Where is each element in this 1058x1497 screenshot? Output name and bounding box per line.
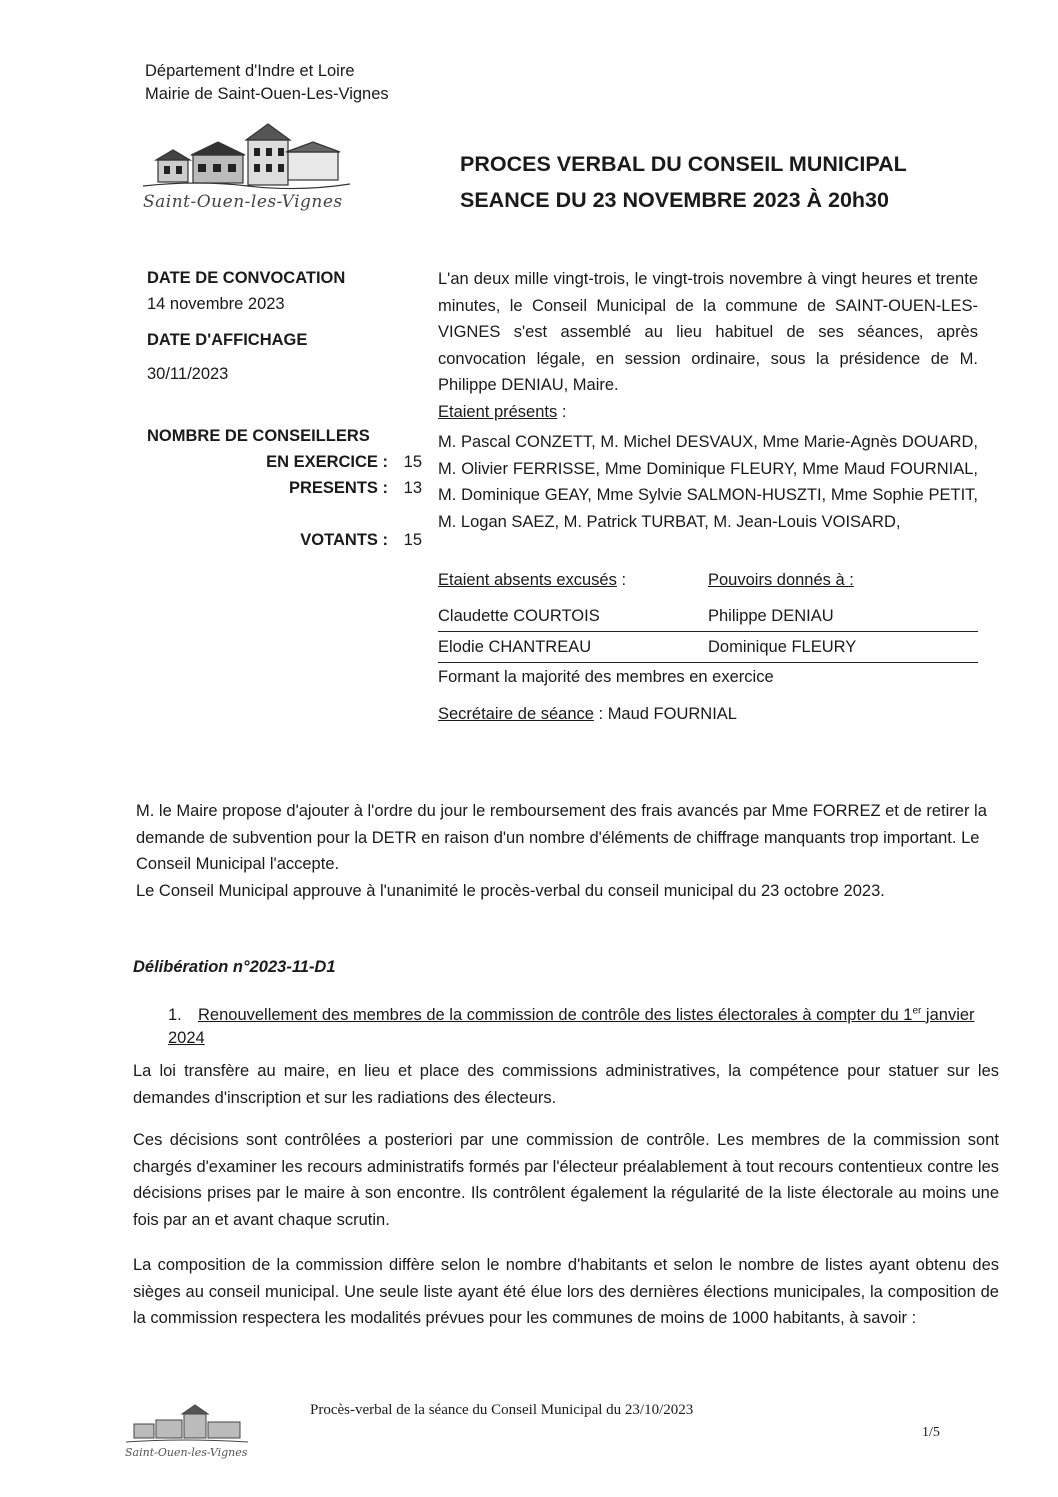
votants-value: 15 <box>403 531 422 549</box>
affichage-label: DATE D'AFFICHAGE <box>147 331 308 349</box>
body-paragraph-2: Le Conseil Municipal approuve à l'unanimité le procès-verbal du conseil municipal du 23 octobre 2023. <box>136 882 885 900</box>
footer-text: Procès-verbal de la séance du Conseil Municipal du 23/10/2023 <box>310 1402 694 1418</box>
en-exercice-label: EN EXERCICE : <box>266 453 388 471</box>
secretary-line <box>438 705 737 724</box>
presents-label: PRESENTS : <box>288 479 388 497</box>
absent-name: Elodie CHANTREAU <box>438 637 592 656</box>
en-exercice-value: 15 <box>403 453 422 471</box>
secretary-value: : Maud FOURNIAL <box>593 705 737 723</box>
convocation-label: DATE DE CONVOCATION <box>147 269 346 287</box>
proxy-name: Dominique FLEURY <box>708 637 857 656</box>
body-paragraph-1: M. le Maire propose d'ajouter à l'ordre du jour le remboursement des frais avancés par Mme FORREZ et de retirer la demande de subvention pour la DETR en raison d'un nombre d'éléments de chiffrage manquants trop important. Le Conseil Municipal l'accepte. <box>136 802 987 873</box>
agenda-item-1 <box>168 999 998 1050</box>
logo-caption: Saint-Ouen-les-Vignes <box>143 192 343 212</box>
item-title <box>168 1006 975 1047</box>
en-exercice-row <box>147 449 422 475</box>
intro-paragraph: L'an deux mille vingt-trois, le vingt-trois novembre à vingt heures et trente minutes, le Conseil Municipal de la commune de SAINT-OUEN-LES-VIGNES s'est assemblé au lieu habituel de ses séances, après convocation légale, en session ordinaire, sous la présidence de M. Philippe DENIAU, Maire. <box>438 270 978 394</box>
presents-heading-line <box>438 399 978 426</box>
table-row <box>438 601 978 632</box>
absents-heading-suffix: : <box>616 570 627 589</box>
presents-value: 13 <box>403 479 422 497</box>
title-line-1: PROCES VERBAL DU CONSEIL MUNICIPAL <box>460 152 907 176</box>
body-paragraph-4: Ces décisions sont contrôlées a posteriori par une commission de contrôle. Les membres de la commission sont chargés d'examiner les recours administratifs formés par l'électeur préalablement à tout recours contentieux contre les décisions prises par le maire à son encontre. Ils contrôlent également la régularité de la liste électorale au moins une fois par an et avant chaque scrutin. <box>133 1131 999 1229</box>
proxy-name: Philippe DENIAU <box>708 606 834 625</box>
secretary-label: Secrétaire de séance <box>438 705 594 723</box>
mairie-name: Mairie de Saint-Ouen-Les-Vignes <box>145 85 389 103</box>
proxy-heading: Pouvoirs donnés à : <box>708 570 854 589</box>
footer-logo-caption: Saint-Ouen-les-Vignes <box>125 1446 248 1459</box>
absents-heading: Etaient absents excusés <box>438 570 617 589</box>
table-row <box>438 632 978 663</box>
intro-block <box>438 266 978 535</box>
presents-heading: Etaient présents <box>438 402 558 421</box>
department-name: Département d'Indre et Loire <box>145 62 355 80</box>
majority-statement: Formant la majorité des membres en exercice <box>438 668 774 686</box>
item-title-end: janvier 2024 <box>168 1005 975 1047</box>
absents-header-row <box>438 565 978 595</box>
presents-list: M. Pascal CONZETT, M. Michel DESVAUX, Mme Marie-Agnès DOUARD, M. Olivier FERRISSE, Mme Dominique FLEURY, Mme Maud FOURNIAL, M. Dominique GEAY, Mme Sylvie SALMON-HUSZTI, Mme Sophie PETIT, M. Logan SAEZ, M. Patrick TURBAT, M. Jean-Louis VOISARD, <box>438 433 978 531</box>
convocation-value: 14 novembre 2023 <box>147 295 285 313</box>
affichage-value: 30/11/2023 <box>147 365 229 383</box>
absents-heading-cell <box>438 571 708 590</box>
title-line-2: SEANCE DU 23 NOVEMBRE 2023 À 20h30 <box>460 188 889 212</box>
presents-heading-suffix: : <box>557 402 567 421</box>
page-number: 1/5 <box>922 1425 940 1440</box>
body-paragraph-3: La loi transfère au maire, en lieu et place des commissions administratives, la compétence pour statuer sur les demandes d'inscription et sur les radiations des électeurs. <box>133 1062 999 1107</box>
item-title-main: Renouvellement des membres de la commission de contrôle des listes électorales à compter du 1 <box>198 1005 913 1024</box>
header-department-block <box>145 60 389 106</box>
item-number: 1. <box>168 1005 182 1024</box>
session-meta <box>147 265 427 387</box>
votants-label: VOTANTS : <box>300 531 388 549</box>
absent-name: Claudette COURTOIS <box>438 606 600 625</box>
body-paragraph-5: La composition de la commission diffère selon le nombre d'habitants et selon le nombre de listes ayant obtenu des sièges au conseil municipal. Une seule liste ayant été élue lors des dernières élections municipales, la composition de la commission respectera les modalités prévues pour les communes de moins de 1000 habitants, à savoir : <box>133 1256 999 1327</box>
votants-row <box>147 527 422 553</box>
item-title-sup: er <box>912 1005 922 1016</box>
conseillers-label: NOMBRE DE CONSEILLERS <box>147 427 370 445</box>
councillor-counts <box>147 423 422 553</box>
page-title <box>460 146 907 218</box>
presents-row <box>147 475 422 501</box>
absents-table <box>438 565 978 663</box>
deliberation-heading: Délibération n°2023-11-D1 <box>133 958 336 976</box>
